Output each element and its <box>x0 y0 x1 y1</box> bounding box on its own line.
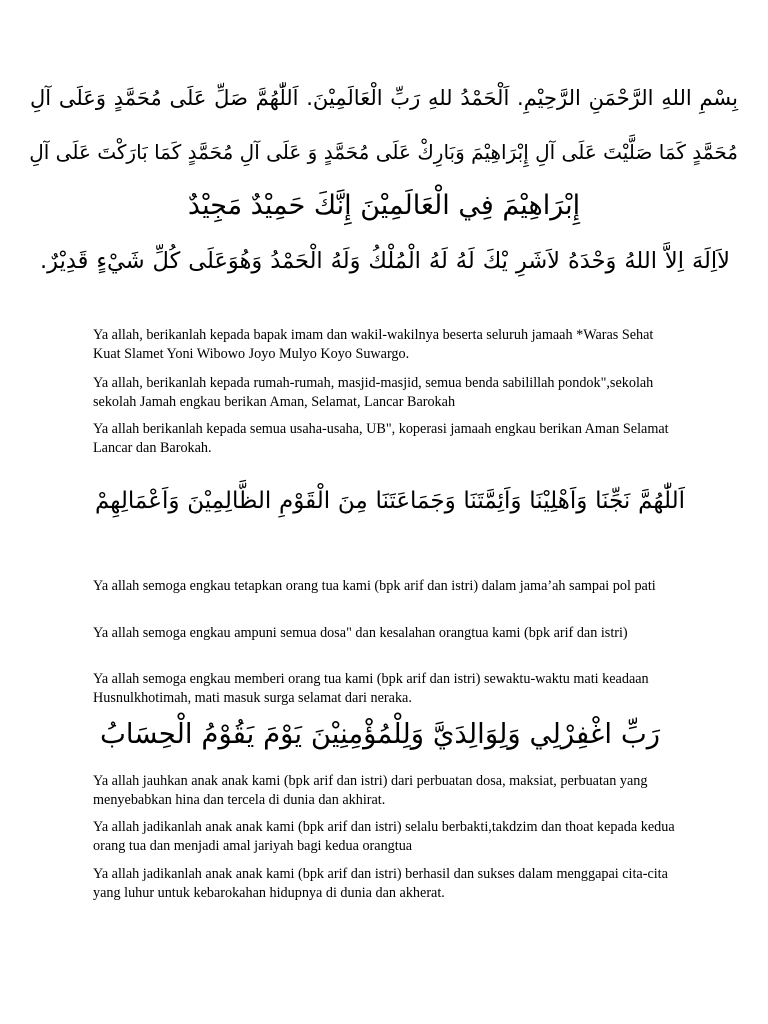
doa-text: Ya allah jauhkan anak anak kami (bpk arif dan istri) dari perbuatan dosa, maksiat, perbuatan yang menyebabkan hina dan tercela di dunia dan akhirat. <box>93 773 648 808</box>
arabic-ighfirli: رَبِّ اغْفِرْلِي وَلِوَالِدَيَّ وَلِلْمُؤْمِنِيْنَ يَوْمَ يَقُوْمُ الْحِسَابُ <box>100 718 660 750</box>
doa-text: Ya allah jadikanlah anak anak kami (bpk arif dan istri) selalu berbakti,takdzim dan thoat kepada kedua orang tua dan menjadi amal jariyah bagi kedua orangtua <box>93 819 675 854</box>
doa-text: Ya allah semoga engkau ampuni semua dosa" dan kesalahan orangtua kami (bpk arif dan istri) <box>93 625 628 641</box>
doa-text: Ya allah jadikanlah anak anak kami (bpk arif dan istri) berhasil dan sukses dalam menggapai cita-cita yang luhur untuk kebarokahan hidupnya di dunia dan akherat. <box>93 866 668 901</box>
doa-text: Ya allah berikanlah kepada semua usaha-usaha, UB", koperasi jamaah engkau berikan Aman Selamat Lancar dan Barokah. <box>93 421 669 456</box>
arabic-shalawat-line-1: بِسْمِ اللهِ الرَّحْمَنِ الرَّحِيْمِ. اَلْحَمْدُ للهِ رَبِّ الْعَالَمِيْنَ. اَللّٰهُمَّ صَلِّ عَلَى مُحَمَّدٍ وَعَلَى آلِ <box>30 86 738 110</box>
doa-paragraph-5 <box>93 624 683 643</box>
arabic-shalawat-line-2: مُحَمَّدٍ كَمَا صَلَّيْتَ عَلَى آلِ إِبْرَاهِيْمَ وَبَارِكْ عَلَى مُحَمَّدٍ وَ عَلَى آلِ مُحَمَّدٍ كَمَا بَارَكْتَ عَلَى آلِ <box>29 140 738 164</box>
doa-text: Ya allah, berikanlah kepada rumah-rumah, masjid-masjid, semua benda sabilillah pondok",sekolah sekolah Jamah engkau berikan Aman, Selamat, Lancar Barokah <box>93 375 654 410</box>
doa-paragraph-1 <box>93 326 683 364</box>
doa-text: Ya allah semoga engkau tetapkan orang tua kami (bpk arif dan istri) dalam jama’ah sampai pol pati <box>93 578 656 594</box>
arabic-tahlil: لاَاِلَهَ اِلاَّ اللهُ وَحْدَهُ لاَشَرِ يْكَ لَهُ لَهُ الْمُلْكُ وَلَهُ الْحَمْدُ وَهُوَعَلَى كُلِّ شَيْءٍ قَدِيْرٌ. <box>40 248 730 274</box>
arabic-shalawat-line-3: إِبْرَاهِيْمَ فِي الْعَالَمِيْنَ إِنَّكَ حَمِيْدٌ مَجِيْدٌ <box>187 190 581 221</box>
doa-paragraph-9 <box>93 865 683 903</box>
doa-text: Ya allah, berikanlah kepada bapak imam dan wakil-wakilnya beserta seluruh jamaah *Waras Sehat Kuat Slamet Yoni Wibowo Joyo Mulyo Koyo Suwargo. <box>93 327 654 362</box>
doa-paragraph-3 <box>93 420 683 458</box>
doa-paragraph-2 <box>93 374 683 412</box>
doa-paragraph-8 <box>93 818 683 856</box>
arabic-najjina: اَللّٰهُمَّ نَجِّنَا وَاَهْلِيْنَا وَاَئِمَّتَنَا وَجَمَاعَتَنَا مِنَ الْقَوْمِ الظَّالِمِيْنَ وَاَعْمَالِهِمْ <box>95 488 685 514</box>
doa-paragraph-7 <box>93 772 683 810</box>
doa-paragraph-6 <box>93 670 683 708</box>
doa-text: Ya allah semoga engkau memberi orang tua kami (bpk arif dan istri) sewaktu-waktu mati keadaan Husnulkhotimah, mati masuk surga selamat dari neraka. <box>93 671 649 706</box>
doa-paragraph-4 <box>93 577 683 596</box>
